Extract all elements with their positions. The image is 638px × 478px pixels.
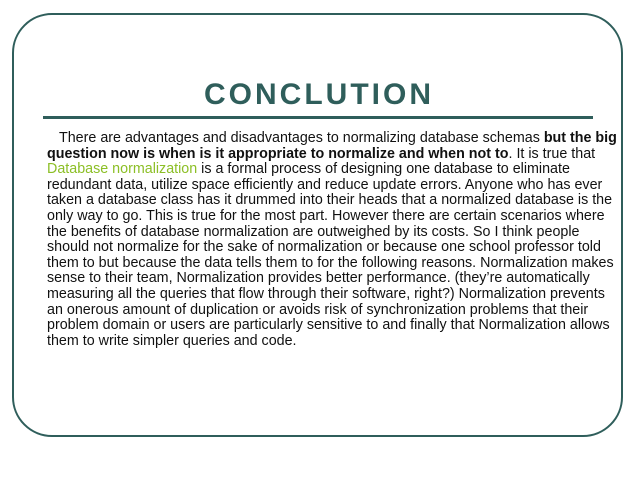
paragraph-pre-link: . It is true that: [508, 145, 596, 162]
database-normalization-link[interactable]: Database normalization: [47, 161, 198, 178]
paragraph-intro: There are advantages and disadvantages to normalizing database schemas: [59, 130, 544, 146]
paragraph-rest: is a formal process of designing one database to eliminate redundant data, utilize space efficiently and reduce update errors. Anyone who has ever taken a database class has it drummed into their heads that a normalized database is the only way to go. This is true for the most part. However there are certain scenarios where the benefits of database normalization are outweighed by its costs. So I think people should not normalize for the sake of normalization or because one school professor told them to but because the data tells them to for the following reasons. Normalization makes sense to their team, Normalization provides better performance. (they’re automatically measuring all the queries that flow through their software, right?) Normalization prevents an onerous amount of duplication or avoids risk of synchronization problems that their problem domain or users are particularly sensitive to and finally that Normalization allows them to write simpler queries and code.: [47, 161, 614, 349]
slide-title: CONCLUTION: [204, 78, 434, 111]
paragraph-bold-statement: but the big question now is when is it appropriate to normalize and when not to: [47, 130, 617, 162]
body-paragraph: [47, 131, 623, 349]
title-divider: [43, 116, 593, 119]
